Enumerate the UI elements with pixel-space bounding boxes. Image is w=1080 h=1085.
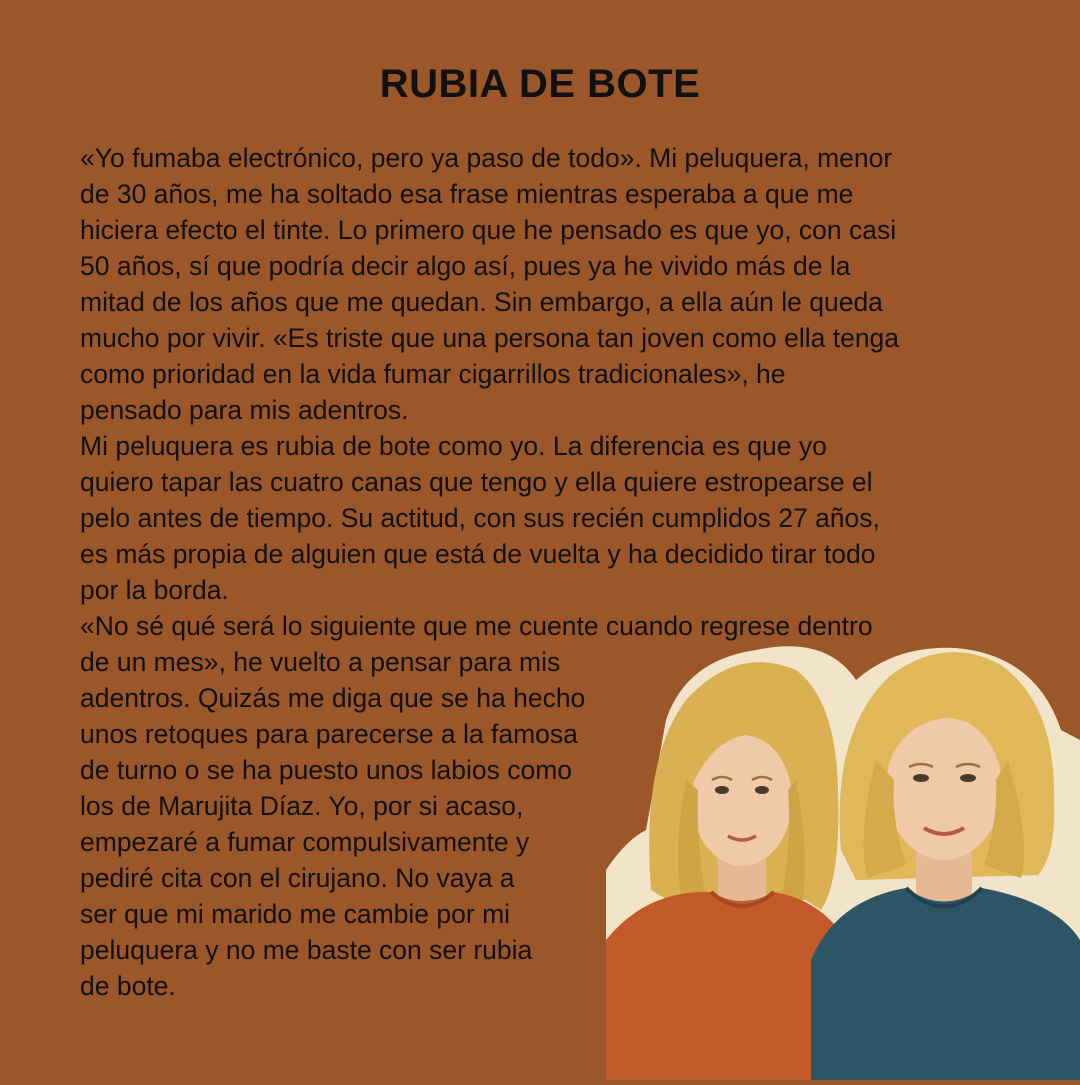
paragraph-2 bbox=[80, 428, 1010, 608]
text-line: Mi peluquera es rubia de bote como yo. La diferencia es que yo bbox=[80, 431, 827, 461]
text-line: unos retoques para parecerse a la famosa bbox=[80, 719, 578, 749]
text-line: adentros. Quizás me diga que se ha hecho bbox=[80, 683, 586, 713]
text-line: de un mes», he vuelto a pensar para mis bbox=[80, 647, 561, 677]
paragraph-1 bbox=[80, 140, 1010, 428]
text-line: pensado para mis adentros. bbox=[80, 395, 409, 425]
text-line: mitad de los años que me quedan. Sin embargo, a ella aún le queda bbox=[80, 287, 883, 317]
text-line: pediré cita con el cirujano. No vaya a bbox=[80, 863, 515, 893]
text-line: ser que mi marido me cambie por mi bbox=[80, 899, 511, 929]
text-line: quiero tapar las cuatro canas que tengo y ella quiere estropearse el bbox=[80, 467, 873, 497]
text-line: 50 años, sí que podría decir algo así, pues ya he vivido más de la bbox=[80, 251, 851, 281]
two-blonde-women-illustration-icon bbox=[606, 640, 1080, 1080]
text-line: es más propia de alguien que está de vuelta y ha decidido tirar todo bbox=[80, 539, 876, 569]
text-line: como prioridad en la vida fumar cigarrillos tradicionales», he bbox=[80, 359, 786, 389]
text-line: «Yo fumaba electrónico, pero ya paso de todo». Mi peluquera, menor bbox=[80, 143, 893, 173]
page-title: RUBIA DE BOTE bbox=[379, 62, 701, 106]
text-line: los de Marujita Díaz. Yo, por si acaso, bbox=[80, 791, 524, 821]
text-line: hiciera efecto el tinte. Lo primero que he pensado es que yo, con casi bbox=[80, 215, 897, 245]
text-line: de turno o se ha puesto unos labios como bbox=[80, 755, 573, 785]
text-line: «No sé qué será lo siguiente que me cuente cuando regrese dentro bbox=[80, 611, 873, 641]
text-line: pelo antes de tiempo. Su actitud, con sus recién cumplidos 27 años, bbox=[80, 503, 880, 533]
text-line: de 30 años, me ha soltado esa frase mientras esperaba a que me bbox=[80, 179, 854, 209]
text-line: de bote. bbox=[80, 971, 176, 1001]
text-line: por la borda. bbox=[80, 575, 229, 605]
text-line: peluquera y no me baste con ser rubia bbox=[80, 935, 533, 965]
text-line: empezaré a fumar compulsivamente y bbox=[80, 827, 530, 857]
text-line: mucho por vivir. «Es triste que una persona tan joven como ella tenga bbox=[80, 323, 900, 353]
